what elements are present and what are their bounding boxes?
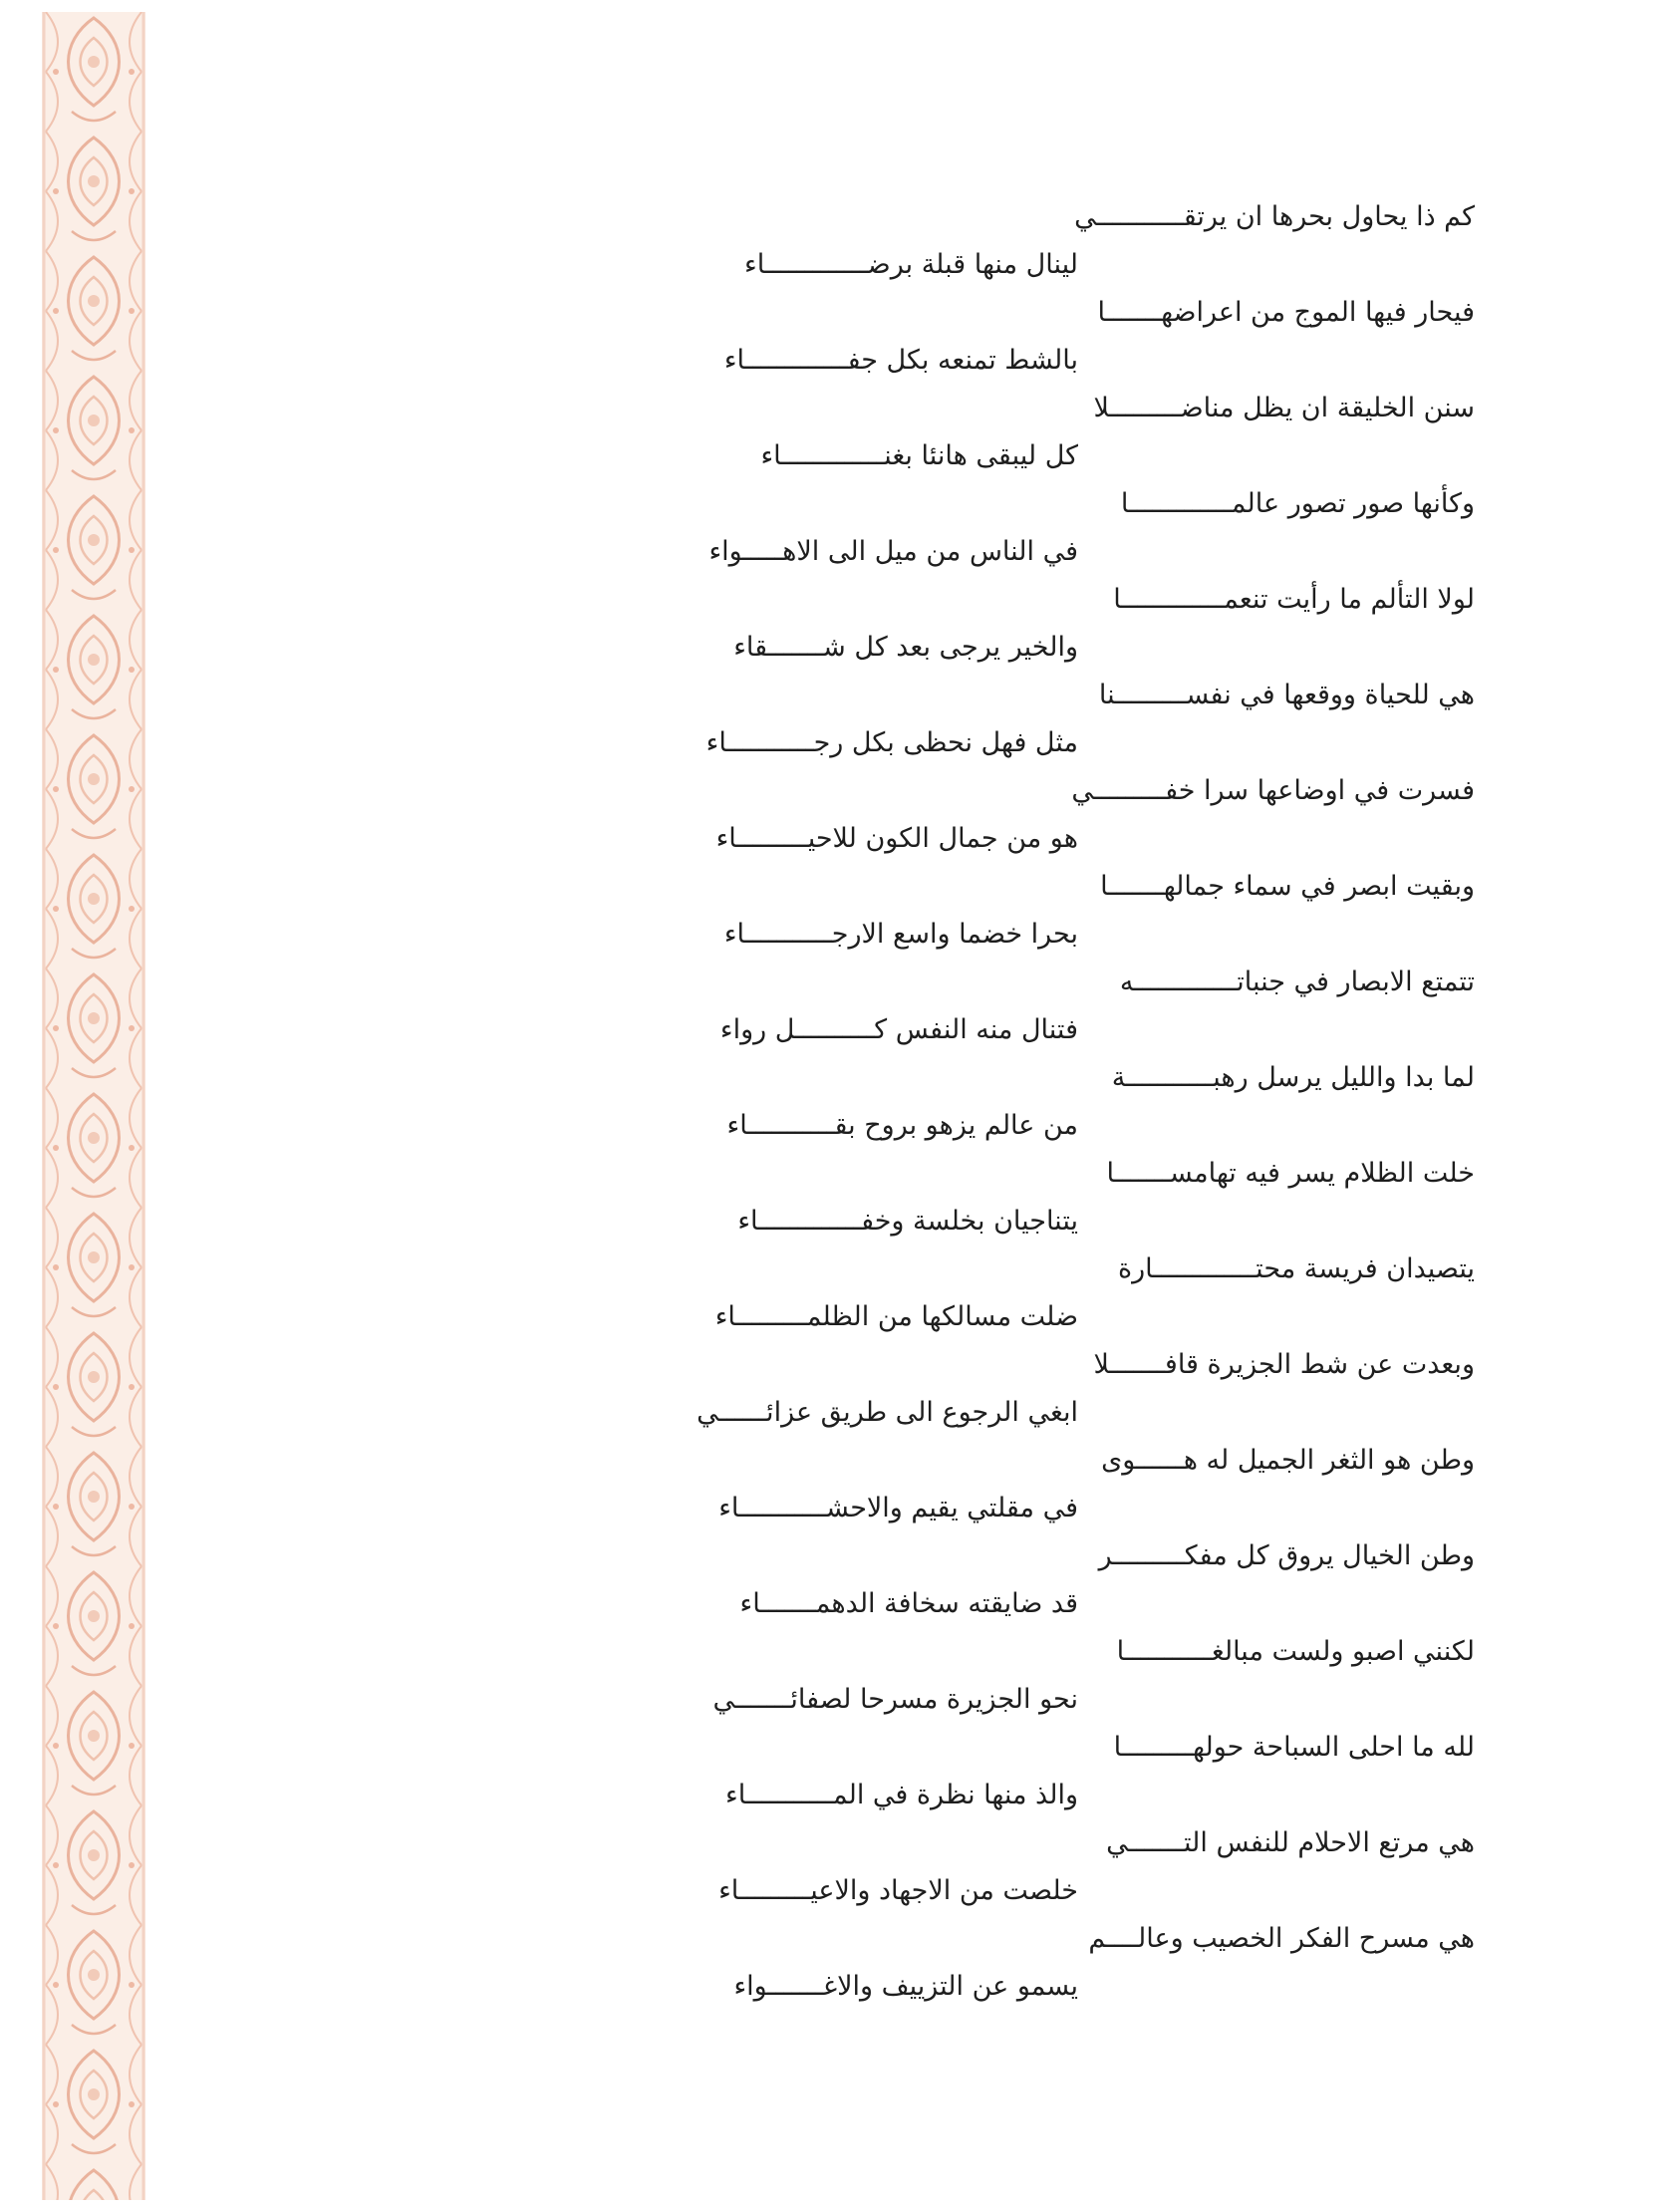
verse-first-hemistich: وطن الخيال يروق كل مفكـــــــــر bbox=[1098, 1540, 1475, 1571]
verse-second-hemistich: كل ليبقى هانئا بغنـــــــــــــاء bbox=[760, 440, 1078, 471]
verse bbox=[329, 1536, 1475, 1636]
verse-second-hemistich: فتنال منه النفس كــــــــــل رواء bbox=[719, 1014, 1078, 1045]
verse-second-hemistich: في مقلتي يقيم والاحشـــــــــــاء bbox=[718, 1493, 1078, 1523]
verse-second-hemistich: ابغي الرجوع الى طريق عزائــــــي bbox=[697, 1397, 1078, 1428]
verse-first-hemistich: لولا التألم ما رأيت تنعمـــــــــــــا bbox=[1113, 584, 1475, 615]
verse bbox=[329, 1823, 1475, 1923]
verse-first-hemistich: لما بدا والليل يرسل رهبـــــــــــة bbox=[1111, 1062, 1475, 1093]
verse-second-hemistich: مثل فهل نحظى بكل رجـــــــــــاء bbox=[705, 727, 1078, 758]
verse bbox=[329, 580, 1475, 680]
verse bbox=[329, 197, 1475, 297]
verse-first-hemistich: لله ما احلى السباحة حولهـــــــــا bbox=[1113, 1732, 1475, 1763]
verse bbox=[329, 1249, 1475, 1349]
verse-first-hemistich: تتمتع الابصار في جنباتـــــــــــــه bbox=[1119, 967, 1475, 997]
verse-second-hemistich: نحو الجزيرة مسرحا لصفائـــــــي bbox=[712, 1684, 1078, 1715]
verse bbox=[329, 1632, 1475, 1732]
verse-second-hemistich: يتناجيان بخلسة وخفـــــــــــــاء bbox=[737, 1206, 1078, 1237]
verse bbox=[329, 1154, 1475, 1253]
verse-first-hemistich: هي للحياة ووقعها في نفســـــــــنا bbox=[1098, 680, 1475, 710]
verse-first-hemistich: وطن هو الثغر الجميل له هــــــوى bbox=[1101, 1445, 1475, 1476]
verse bbox=[329, 963, 1475, 1062]
verse-second-hemistich: بالشط تمنعه بكل جفـــــــــــــاء bbox=[723, 345, 1078, 376]
arabesque-pattern-icon bbox=[42, 12, 145, 2200]
verse bbox=[329, 676, 1475, 775]
verse-first-hemistich: خلت الظلام يسر فيه تهامســـــــا bbox=[1106, 1158, 1475, 1189]
verse-first-hemistich: يتصيدان فريسة محتـــــــــــــارة bbox=[1117, 1253, 1475, 1284]
verse-first-hemistich: وبعدت عن شط الجزيرة قافـــــــلا bbox=[1093, 1349, 1475, 1380]
verse-second-hemistich: يسمو عن التزييف والاغـــــــواء bbox=[733, 1971, 1078, 2002]
verse-second-hemistich: لينال منها قبلة برضـــــــــــــاء bbox=[744, 249, 1078, 280]
verse-second-hemistich: والذ منها نظرة في المـــــــــــاء bbox=[725, 1780, 1078, 1810]
verse-first-hemistich: كم ذا يحاول بحرها ان يرتقـــــــــــي bbox=[1074, 201, 1475, 232]
verse-first-hemistich: هي مسرح الفكر الخصيب وعالــــم bbox=[1088, 1923, 1475, 1954]
verse bbox=[329, 389, 1475, 488]
verse bbox=[329, 1441, 1475, 1540]
verse bbox=[329, 1058, 1475, 1158]
verse bbox=[329, 867, 1475, 967]
verse-second-hemistich: والخير يرجى بعد كل شـــــــقاء bbox=[733, 632, 1078, 663]
verse-first-hemistich: وكأنها صور تصور عالمـــــــــــــا bbox=[1120, 488, 1475, 519]
verse bbox=[329, 484, 1475, 584]
verse-second-hemistich: في الناس من ميل الى الاهـــــواء bbox=[708, 536, 1078, 567]
verse bbox=[329, 771, 1475, 871]
verse bbox=[329, 1919, 1475, 2019]
verse-first-hemistich: سنن الخليقة ان يظل مناضـــــــــلا bbox=[1093, 393, 1475, 423]
verse-second-hemistich: قد ضايقته سخافة الدهمـــــــاء bbox=[739, 1588, 1078, 1619]
ornamental-border bbox=[42, 12, 145, 2200]
verse-first-hemistich: فسرت في اوضاعها سرا خفـــــــــي bbox=[1071, 775, 1475, 806]
verse-second-hemistich: من عالم يزهو بروح بقـــــــــــاء bbox=[726, 1110, 1078, 1141]
verse-first-hemistich: هي مرتع الاحلام للنفس التـــــــي bbox=[1106, 1827, 1475, 1858]
verse-first-hemistich: لكنني اصبو ولست مبالغـــــــــــا bbox=[1116, 1636, 1475, 1667]
verse-second-hemistich: هو من جمال الكون للاحيـــــــــاء bbox=[715, 823, 1078, 854]
verse-first-hemistich: فيحار فيها الموج من اعراضهـــــــا bbox=[1097, 297, 1475, 328]
verse bbox=[329, 293, 1475, 393]
verse-second-hemistich: ضلت مسالكها من الظلمـــــــــاء bbox=[714, 1301, 1078, 1332]
verse-second-hemistich: بحرا خضما واسع الارجـــــــــــاء bbox=[723, 919, 1078, 950]
poem-body bbox=[329, 197, 1475, 2011]
verse-second-hemistich: خلصت من الاجهاد والاعيـــــــــاء bbox=[718, 1875, 1078, 1906]
verse-first-hemistich: وبقيت ابصر في سماء جمالهـــــــا bbox=[1100, 871, 1475, 902]
verse bbox=[329, 1345, 1475, 1445]
verse bbox=[329, 1728, 1475, 1827]
